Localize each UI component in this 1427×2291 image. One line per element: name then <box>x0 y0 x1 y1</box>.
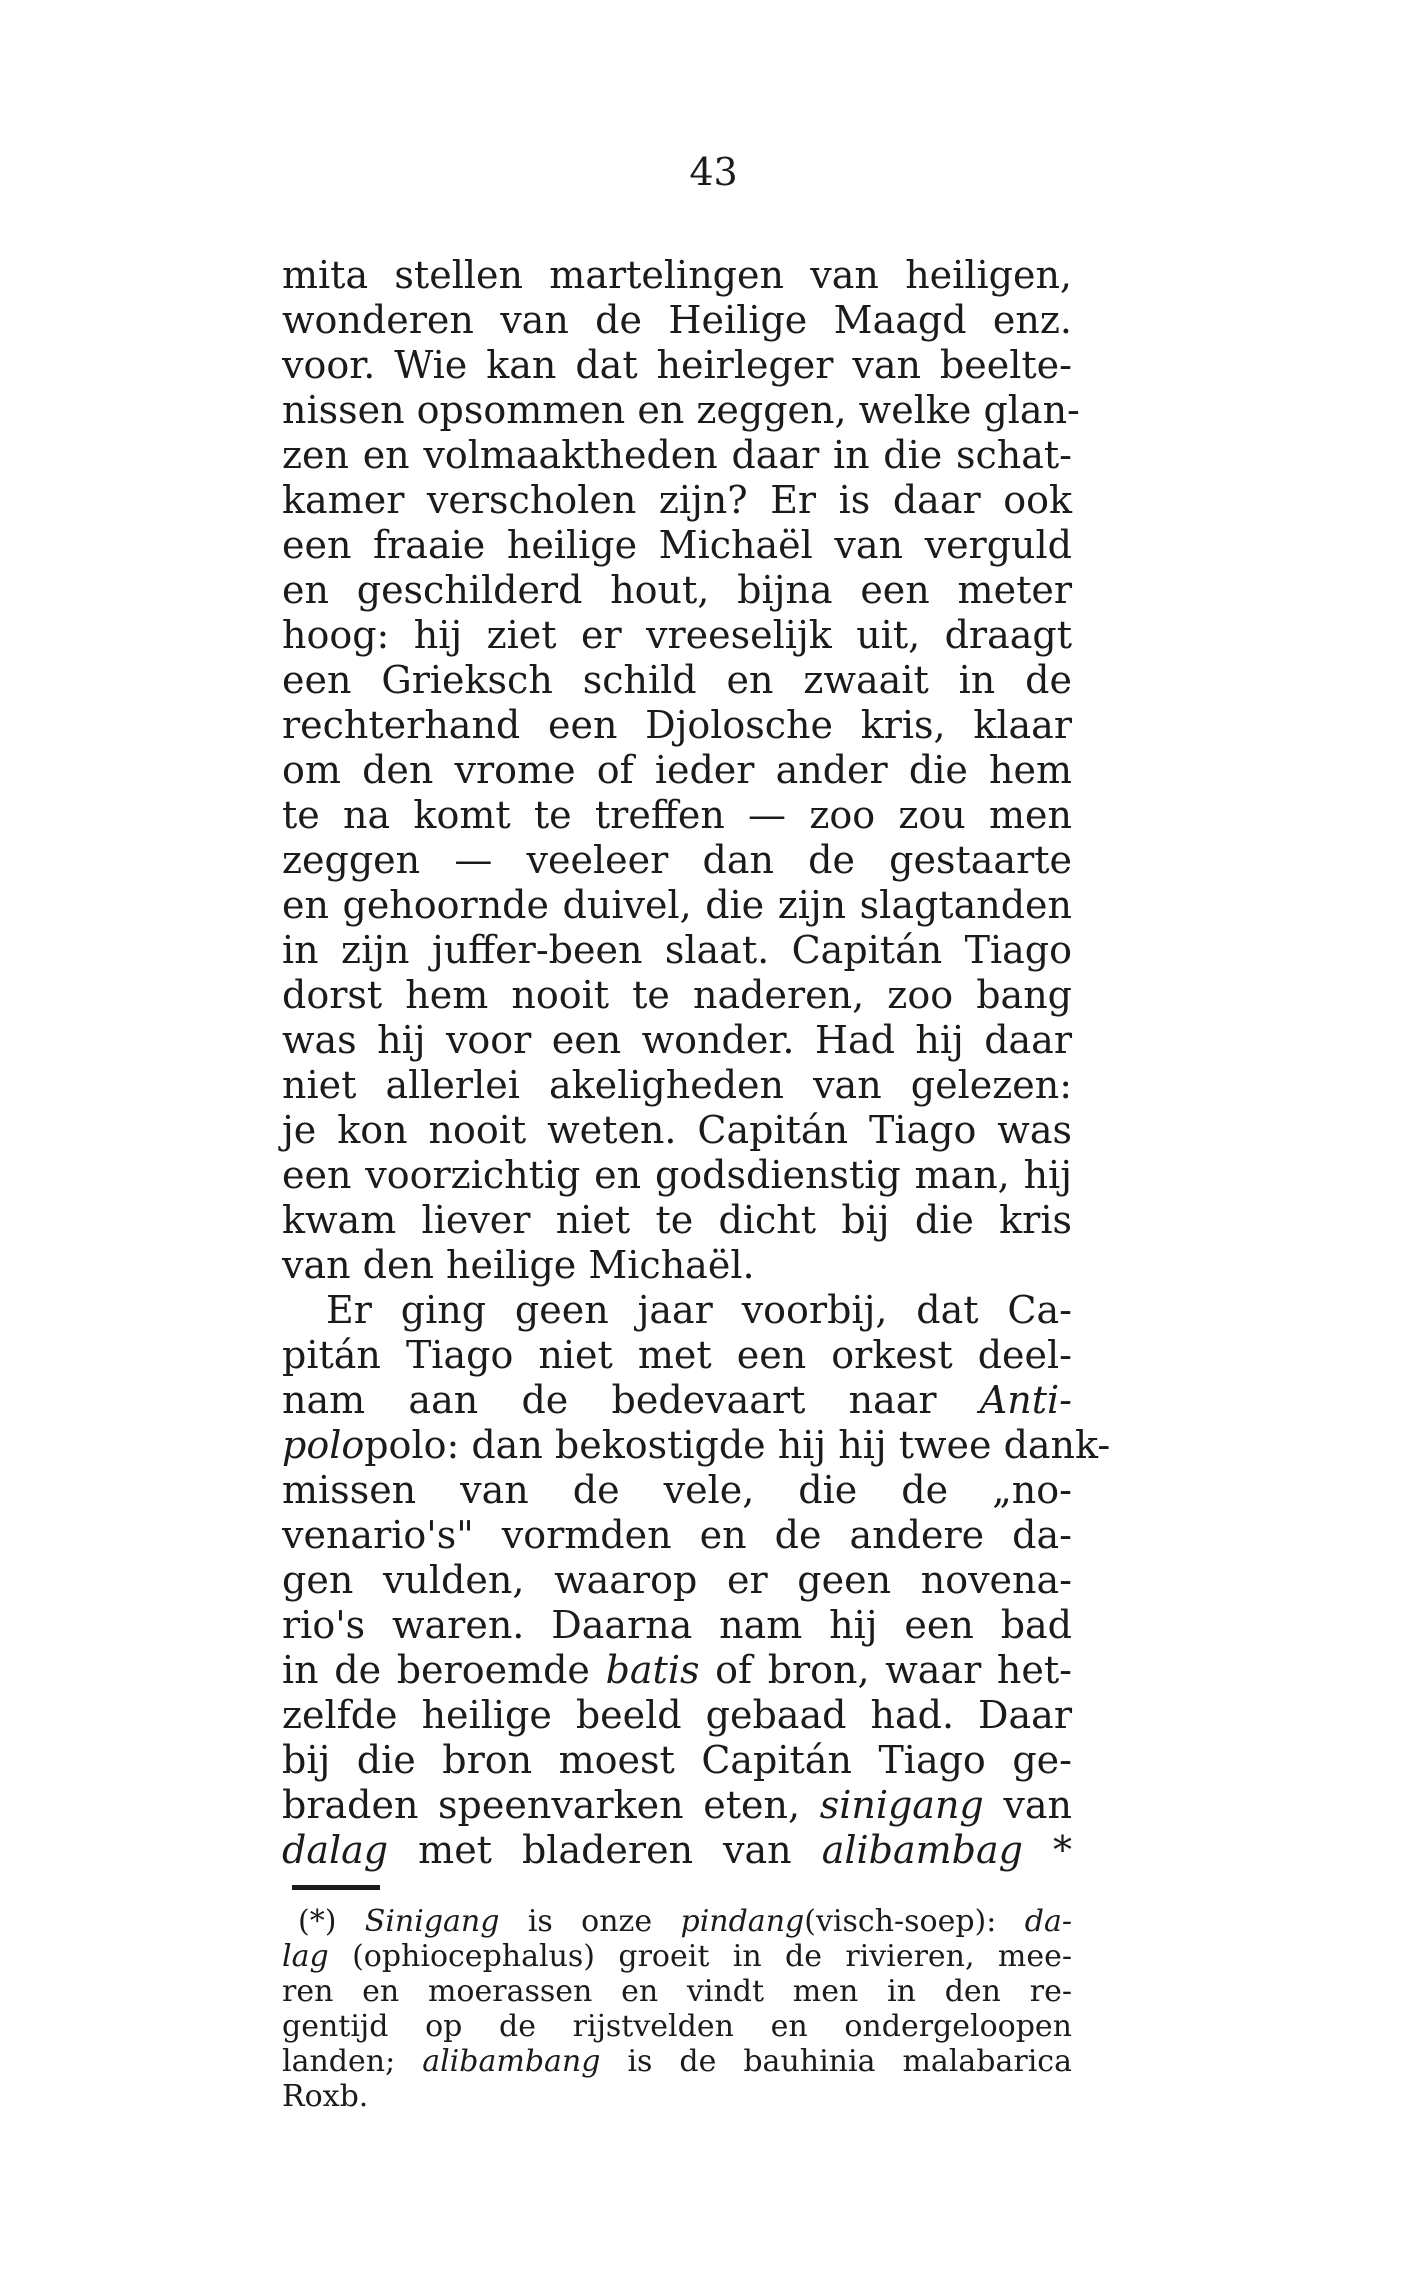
text-line: voor. Wie kan dat heirleger van beelte- <box>282 343 1072 387</box>
text-line: niet allerlei akeligheden van gelezen: <box>282 1063 1072 1107</box>
text-line: dorst hem nooit te naderen, zoo bang <box>282 973 1072 1017</box>
italic-term: sinigang <box>819 1783 984 1827</box>
italic-term: da- <box>1024 1904 1072 1939</box>
italic-term: pindang <box>680 1904 805 1939</box>
text-line <box>282 1829 1072 1871</box>
italic-term: lag <box>282 1939 329 1974</box>
italic-term: alibambang <box>422 2044 601 2079</box>
text-line: hoog: hij ziet er vreeselijk uit, draagt <box>282 613 1072 657</box>
italic-term: alibambag <box>821 1828 1023 1872</box>
footnote-rule <box>292 1885 380 1890</box>
text-segment: braden speenvarken eten, <box>282 1783 801 1827</box>
text-line: rechterhand een Djolosche kris, klaar <box>282 703 1072 747</box>
text-line: zelfde heilige beeld gebaad had. Daar <box>282 1693 1072 1737</box>
text-line <box>282 1423 1111 1467</box>
text-line: wonderen van de Heilige Maagd enz. <box>282 298 1072 342</box>
text-line: nissen opsommen en zeggen, welke glan- <box>282 388 1080 432</box>
text-segment: is onze <box>527 1904 653 1939</box>
text-segment: (ophiocephalus) groeit in de rivieren, mee- <box>352 1939 1072 1974</box>
text-line: zen en volmaaktheden daar in die schat- <box>282 433 1072 477</box>
text-segment: nam aan de bedevaart naar <box>282 1378 937 1422</box>
text-line: pitán Tiago niet met een orkest deel- <box>282 1333 1072 1377</box>
text-line: missen van de vele, die de „no- <box>282 1468 1072 1512</box>
text-line: te na komt te treffen — zoo zou men <box>282 793 1072 837</box>
text-line: Er ging geen jaar voorbij, dat Ca- <box>326 1288 1072 1332</box>
text-line: zeggen — veeleer dan de gestaarte <box>282 838 1072 882</box>
text-line <box>282 1379 1072 1421</box>
text-line: om den vrome of ieder ander die hem <box>282 748 1072 792</box>
footnote-line: ren en moerassen en vindt men in den re- <box>282 1974 1072 2009</box>
text-line: van den heilige Michaël. <box>282 1243 755 1287</box>
text-line: was hij voor een wonder. Had hij daar <box>282 1018 1072 1062</box>
italic-term: dalag <box>282 1828 389 1872</box>
italic-term: batis <box>605 1648 700 1692</box>
text-segment: of bron, waar het- <box>715 1648 1072 1692</box>
text-segment: in de beroemde <box>282 1648 590 1692</box>
italic-term: polo <box>282 1423 365 1467</box>
text-segment: van <box>1003 1783 1072 1827</box>
text-segment: met bladeren van <box>418 1828 792 1872</box>
italic-term: Sinigang <box>364 1904 500 1939</box>
text-line <box>282 1784 1072 1826</box>
footnote-line: gentijd op de rijstvelden en ondergeloopen <box>282 2009 1072 2044</box>
footnote-line: Roxb. <box>282 2079 369 2114</box>
text-segment: polo: dan bekostigde hij hij twee dank- <box>364 1423 1111 1467</box>
text-segment: is de bauhinia malabarica <box>627 2044 1072 2079</box>
footnote-marker: (*) <box>298 1904 337 1939</box>
text-line: rio's waren. Daarna nam hij een bad <box>282 1603 1072 1647</box>
footnote-line <box>282 2045 1072 2079</box>
italic-term: Anti- <box>979 1378 1072 1422</box>
text-line: je kon nooit weten. Capitán Tiago was <box>282 1108 1072 1152</box>
text-line: een fraaie heilige Michaël van verguld <box>282 523 1072 567</box>
text-line: een voorzichtig en godsdienstig man, hij <box>282 1153 1072 1197</box>
text-line: een Grieksch schild en zwaait in de <box>282 658 1072 702</box>
footnote-line <box>282 1905 1072 1939</box>
text-line: in zijn juffer-been slaat. Capitán Tiago <box>282 928 1072 972</box>
text-line: kwam liever niet te dicht bij die kris <box>282 1198 1072 1242</box>
text-line <box>282 1649 1072 1691</box>
text-line: venario's" vormden en de andere da- <box>282 1513 1072 1557</box>
text-segment: landen; <box>282 2044 396 2079</box>
text-line: mita stellen martelingen van heiligen, <box>282 253 1072 297</box>
page-number: 43 <box>689 150 738 194</box>
text-line: kamer verscholen zijn? Er is daar ook <box>282 478 1072 522</box>
text-segment: (visch-soep): <box>804 1904 997 1939</box>
text-line: gen vulden, waarop er geen novena- <box>282 1558 1072 1602</box>
footnote-line <box>282 1940 1072 1974</box>
text-line: en gehoornde duivel, die zijn slagtanden <box>282 883 1072 927</box>
text-line: bij die bron moest Capitán Tiago ge- <box>282 1738 1072 1782</box>
text-line: en geschilderd hout, bijna een meter <box>282 568 1072 612</box>
footnote-marker: * <box>1053 1828 1072 1872</box>
